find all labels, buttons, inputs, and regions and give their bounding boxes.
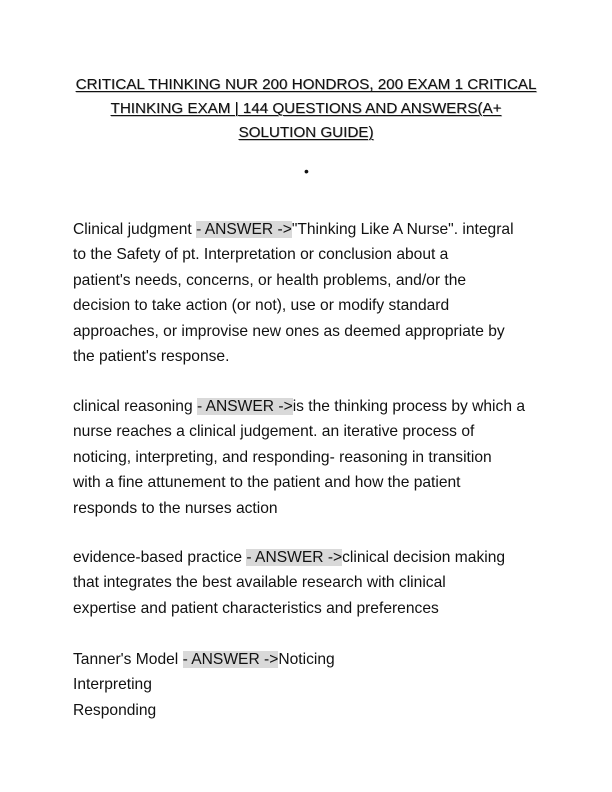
title-line: THINKING EXAM | 144 QUESTIONS AND ANSWERS(A+ bbox=[110, 100, 502, 117]
bullet-mark: • bbox=[304, 163, 309, 179]
entry-answer: clinical decision making bbox=[342, 549, 506, 566]
entry-answer-line: the patient's response. bbox=[73, 348, 230, 366]
entry-answer-line: to the Safety of pt. Interpretation or conclusion about a bbox=[73, 246, 449, 264]
entry-answer-line: Interpreting bbox=[73, 676, 152, 694]
entry-answer-line: with a fine attunement to the patient and how the patient bbox=[73, 474, 461, 492]
entry-first-line bbox=[73, 394, 548, 419]
entry-answer-line: nurse reaches a clinical judgement. an iterative process of bbox=[73, 423, 475, 441]
entry-answer: Noticing bbox=[278, 651, 335, 668]
answer-marker: - ANSWER -> bbox=[196, 221, 292, 238]
title-line: SOLUTION GUIDE) bbox=[238, 124, 374, 141]
title-line: CRITICAL THINKING NUR 200 HONDROS, 200 EXAM 1 CRITICAL bbox=[75, 76, 537, 93]
entry-term: evidence-based practice bbox=[73, 549, 247, 566]
entry-answer-line: decision to take action (or not), use or modify standard bbox=[73, 297, 450, 315]
entry-answer-line: Responding bbox=[73, 701, 157, 719]
entry-answer: "Thinking Like A Nurse". integral bbox=[291, 221, 514, 238]
entry-answer-line: responds to the nurses action bbox=[73, 499, 278, 517]
answer-marker: - ANSWER -> bbox=[182, 651, 279, 668]
answer-marker: - ANSWER -> bbox=[246, 549, 343, 566]
entry-first-line bbox=[73, 647, 548, 672]
entry-term: clinical reasoning bbox=[73, 398, 197, 415]
entry-answer-line: expertise and patient characteristics and preferences bbox=[73, 599, 439, 617]
entry-answer-line: noticing, interpreting, and responding- reasoning in transition bbox=[73, 448, 492, 466]
qa-entry-tanners-model bbox=[73, 647, 548, 723]
entry-answer: is the thinking process by which a bbox=[292, 398, 525, 415]
entry-term: Clinical judgment bbox=[73, 221, 197, 238]
entry-answer-line: approaches, or improvise new ones as deemed appropriate by bbox=[73, 322, 505, 340]
answer-marker: - ANSWER -> bbox=[196, 398, 293, 415]
entry-first-line bbox=[73, 217, 548, 242]
entry-answer-line: patient's needs, concerns, or health problems, and/or the bbox=[73, 271, 467, 289]
entry-first-line bbox=[73, 545, 548, 570]
qa-entry-clinical-judgment bbox=[73, 217, 548, 369]
entry-answer-line: that integrates the best available research with clinical bbox=[73, 574, 446, 592]
qa-entry-evidence-based-practice bbox=[73, 545, 548, 621]
document-title bbox=[60, 73, 552, 145]
entry-term: Tanner's Model bbox=[73, 651, 183, 668]
qa-entry-clinical-reasoning bbox=[73, 394, 548, 521]
